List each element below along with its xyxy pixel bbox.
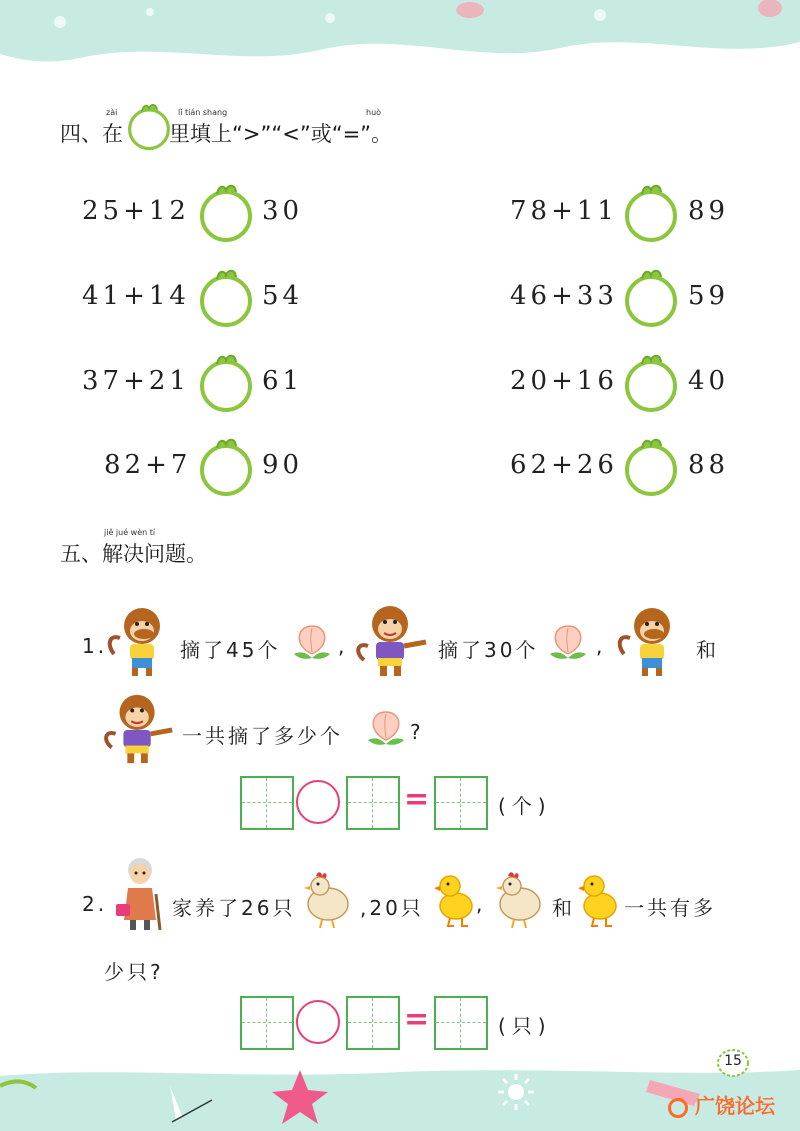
comparison-rhs: 89: [688, 196, 730, 226]
answer-box-result[interactable]: [434, 776, 488, 830]
section5-heading: 五、解决问题。: [60, 542, 207, 566]
heading-vegetable-blank-icon: [124, 100, 174, 152]
vegetable-blank-icon[interactable]: [195, 350, 257, 414]
problem1-question-mark: ?: [410, 720, 424, 744]
hen-icon: [494, 868, 544, 930]
vegetable-blank-icon[interactable]: [195, 434, 257, 498]
pinyin-zai: zài: [106, 108, 118, 117]
duck-icon: [578, 870, 618, 928]
vegetable-blank-icon[interactable]: [620, 350, 682, 414]
problem2-comma: ,: [476, 892, 486, 916]
duck-icon: [434, 870, 474, 928]
watermark-logo-icon: [668, 1098, 688, 1118]
equals-sign: =: [404, 1002, 430, 1037]
operator-circle[interactable]: [296, 780, 340, 824]
monkey-waving-icon: [100, 690, 180, 766]
comparison-expression: 62+26: [510, 450, 618, 480]
comparison-rhs: 90: [262, 450, 304, 480]
page-number: [716, 1047, 750, 1079]
comparison-rhs: 40: [688, 366, 730, 396]
pinyin-li-tian-shang: lǐ tián shang: [178, 108, 228, 117]
comparison-rhs: 54: [262, 281, 304, 311]
page-number-text: 15: [724, 1053, 742, 1069]
problem2-text-a: 家养了26只: [172, 896, 296, 920]
hen-icon: [302, 868, 352, 930]
comparison-expression: 37+21: [82, 366, 190, 396]
pinyin-huo: huò: [366, 108, 382, 117]
comparison-expression: 41+14: [82, 281, 190, 311]
problem1-unit: (个): [498, 794, 552, 818]
problem2-text-b: ,20只: [360, 896, 424, 920]
peach-icon: [364, 706, 408, 748]
comparison-expression: 78+11: [510, 196, 618, 226]
vegetable-blank-icon[interactable]: [620, 434, 682, 498]
problem1-text-b: 摘了30个: [438, 638, 539, 662]
problem2-and: 和: [552, 896, 575, 920]
watermark: [668, 1090, 775, 1119]
problem1-text-a: 摘了45个: [180, 638, 281, 662]
comparison-rhs: 88: [688, 450, 730, 480]
problem2-line2: 少只?: [104, 960, 164, 984]
answer-box-2[interactable]: [346, 996, 400, 1050]
vegetable-blank-icon[interactable]: [195, 265, 257, 329]
comparison-expression: 20+16: [510, 366, 618, 396]
problem2-number: 2.: [82, 892, 108, 916]
vegetable-blank-icon[interactable]: [620, 265, 682, 329]
monkey-covering-mouth-icon: [106, 604, 176, 678]
problem1-comma1: ,: [338, 634, 348, 658]
problem1-comma2: ,: [596, 634, 606, 658]
problem2-text-c: 一共有多: [624, 896, 716, 920]
comparison-rhs: 61: [262, 366, 304, 396]
operator-circle[interactable]: [296, 1000, 340, 1044]
problem1-number: 1.: [82, 634, 108, 658]
answer-box-1[interactable]: [240, 776, 294, 830]
comparison-expression: 46+33: [510, 281, 618, 311]
problem1-text-c: 一共摘了多少个: [182, 724, 343, 748]
peach-icon: [290, 620, 334, 662]
comparison-rhs: 30: [262, 196, 304, 226]
grandma-icon: [112, 854, 166, 932]
monkey-waving-icon: [352, 602, 434, 678]
answer-box-2[interactable]: [346, 776, 400, 830]
comparison-expression: 82+7: [104, 450, 192, 480]
problem1-and: 和: [696, 638, 719, 662]
vegetable-blank-icon[interactable]: [195, 180, 257, 244]
problem2-unit: (只): [498, 1014, 552, 1038]
vegetable-blank-icon[interactable]: [620, 180, 682, 244]
section4-title-prefix: 四、在: [60, 122, 123, 146]
section4-heading: [60, 118, 392, 148]
comparison-expression: 25+12: [82, 196, 190, 226]
section4-title-suffix: 里填上“>”“<”或“=”。: [169, 122, 393, 146]
answer-box-result[interactable]: [434, 996, 488, 1050]
pinyin-jie-jue-wen-ti: jiě jué wèn tí: [104, 528, 156, 537]
top-decorative-band: [0, 0, 800, 80]
equals-sign: =: [404, 782, 430, 817]
answer-box-1[interactable]: [240, 996, 294, 1050]
peach-icon: [546, 620, 590, 662]
comparison-rhs: 59: [688, 281, 730, 311]
watermark-text: 广饶论坛: [694, 1094, 775, 1118]
monkey-covering-mouth-icon: [616, 604, 686, 678]
